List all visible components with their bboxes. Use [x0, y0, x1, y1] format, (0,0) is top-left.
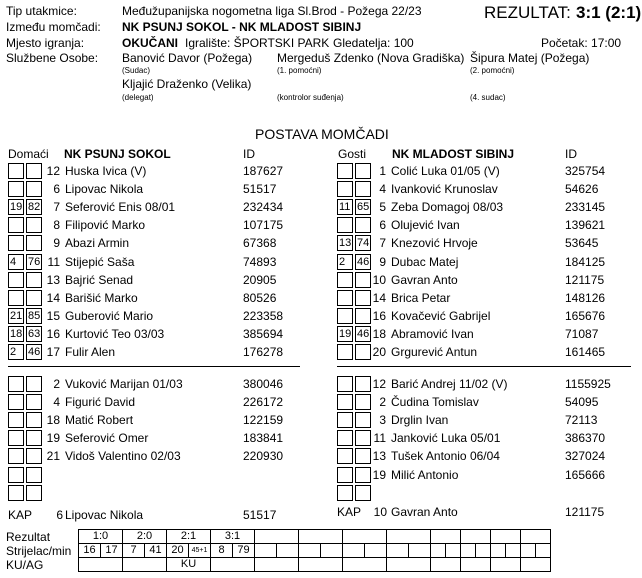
- player-number: 15: [46, 309, 60, 323]
- empty-cell: [461, 544, 476, 558]
- empty-cell: [299, 530, 343, 544]
- empty-cell: [431, 544, 446, 558]
- sub-box-in: [337, 467, 353, 483]
- player-name: Barić Andrej 11/02 (V): [391, 377, 508, 391]
- sluzbene-label: Službene Osobe:: [6, 51, 99, 65]
- sub-box-in: [337, 485, 353, 501]
- sub-box-min: 46: [28, 346, 41, 358]
- empty-cell: [365, 544, 387, 558]
- pocetak-text: Početak: 17:00: [541, 36, 622, 50]
- empty-cell: [491, 530, 521, 544]
- player-number: 13: [46, 273, 60, 287]
- empty-cell: [491, 558, 521, 572]
- sub-box-min: 65: [357, 201, 370, 213]
- stats-kuag-label: KU/AG: [6, 558, 44, 572]
- player-number: 12: [46, 164, 60, 178]
- sudac-name: Banović Davor (Požega): [122, 51, 253, 65]
- empty-cell: [255, 558, 299, 572]
- pomocni1-role: (1. pomoćni): [277, 66, 322, 75]
- player-name: Knezović Hrvoje: [391, 236, 478, 250]
- scorer-number: 8: [211, 544, 233, 558]
- scorer-minute: 17: [101, 544, 123, 558]
- empty-cell: [491, 544, 506, 558]
- player-name: Abazi Armin: [65, 236, 130, 250]
- empty-cell: [343, 544, 365, 558]
- sub-box-in: 19: [10, 201, 23, 213]
- player-name: Filipović Marko: [65, 218, 146, 232]
- empty-cell: [461, 558, 491, 572]
- sub-box-in: [337, 163, 353, 179]
- rezultat-label: REZULTAT:: [484, 3, 571, 22]
- kontrolor-role: (kontrolor suđenja): [277, 93, 344, 102]
- player-name: Huska Ivica (V): [65, 164, 147, 178]
- rezultat-value: 3:1 (2:1): [576, 3, 642, 22]
- player-name: Fulir Alen: [65, 345, 116, 359]
- sub-box-in: [8, 235, 24, 251]
- player-number: 8: [53, 218, 60, 232]
- player-number: 6: [53, 182, 60, 196]
- player-number: 12: [372, 377, 386, 391]
- home-kap-num: 6: [56, 508, 63, 522]
- empty-cell: [461, 530, 491, 544]
- player-name: Lipovac Nikola: [65, 182, 144, 196]
- empty-cell: [431, 558, 461, 572]
- pomocni2-role: (2. pomoćni): [470, 66, 515, 75]
- player-name: Matić Robert: [65, 413, 134, 427]
- stats-score-row: [79, 530, 551, 544]
- player-id: 51517: [243, 182, 277, 196]
- score-cell: 3:1: [211, 530, 255, 544]
- sub-box-in: [8, 217, 24, 233]
- delegat-name: Kljajić Draženko (Velika): [122, 77, 252, 91]
- player-id: 54095: [565, 395, 599, 409]
- player-id: 107175: [243, 218, 284, 232]
- player-id: 1155925: [565, 377, 611, 391]
- player-number: 6: [379, 218, 386, 232]
- player-id: 53645: [565, 236, 599, 250]
- sub-box-in: [337, 430, 353, 446]
- sub-box-min: [26, 485, 42, 501]
- player-id: 233145: [565, 200, 606, 214]
- empty-cell: [277, 544, 299, 558]
- empty-cell: [521, 558, 551, 572]
- player-name: Čudina Tomislav: [391, 395, 479, 409]
- away-label: Gosti: [338, 147, 367, 161]
- sub-box-min: 63: [28, 328, 41, 340]
- delegat-role: (delegat): [122, 93, 154, 102]
- empty-cell: [506, 544, 521, 558]
- mjesto-label: Mjesto igranja:: [6, 36, 85, 50]
- player-id: 380046: [243, 377, 284, 391]
- player-number: 21: [46, 449, 60, 463]
- sudac4-role: (4. sudac): [470, 93, 506, 102]
- player-id: 226172: [243, 395, 284, 409]
- player-number: 5: [379, 200, 386, 214]
- player-number: 11: [373, 431, 386, 445]
- home-kap-label: KAP: [8, 508, 33, 522]
- player-number: 17: [46, 345, 60, 359]
- sub-box-in: [337, 448, 353, 464]
- sub-box-in: [8, 467, 24, 483]
- player-name: Ivanković Krunoslav: [391, 182, 498, 196]
- lineup-title: POSTAVA MOMČADI: [255, 126, 389, 142]
- player-name: Vuković Marijan 01/03: [65, 377, 183, 391]
- player-number: 16: [46, 327, 60, 341]
- kuag-cell: [211, 558, 255, 572]
- pomocni1-name: Mergeduš Zdenko (Nova Gradiška): [277, 51, 465, 65]
- player-id: 184125: [565, 255, 606, 269]
- player-id: 161465: [565, 345, 606, 359]
- sub-box-in: 4: [8, 254, 24, 270]
- sub-box-in: [337, 272, 353, 288]
- empty-cell: [387, 544, 409, 558]
- away-kap-label: KAP: [337, 505, 362, 519]
- player-number: 19: [372, 468, 386, 482]
- empty-cell: [409, 544, 431, 558]
- player-name: Seferović Omer: [65, 431, 149, 445]
- player-name: Dubac Matej: [391, 255, 459, 269]
- away-kap-id: 121175: [565, 505, 605, 519]
- player-name: Barišić Marko: [65, 291, 138, 305]
- player-id: 67368: [243, 236, 277, 250]
- player-name: Vidoš Valentino 02/03: [65, 449, 181, 463]
- empty-cell: [431, 530, 461, 544]
- stats-table: [78, 529, 551, 572]
- player-id: 165676: [565, 309, 606, 323]
- mjesto-value: OKUČANI: [122, 36, 178, 50]
- sudac-role: (Sudac): [122, 66, 151, 75]
- sub-box-in: 11: [337, 199, 353, 215]
- sub-box-in: [8, 290, 24, 306]
- empty-cell: [536, 544, 551, 558]
- player-number: 4: [53, 395, 60, 409]
- player-name: Figurić David: [65, 395, 136, 409]
- player-id: 71087: [565, 327, 599, 341]
- sub-box-in: [8, 394, 24, 410]
- away-team-heading: NK MLADOST SIBINJ: [392, 147, 515, 161]
- sub-box-in: [337, 217, 353, 233]
- sub-box-in: 2: [8, 344, 24, 360]
- pomocni2-name: Šipura Matej (Požega): [470, 51, 590, 65]
- player-id: 20905: [243, 273, 277, 287]
- stats-scorer-row: [79, 544, 551, 558]
- sub-box-min: 82: [28, 201, 41, 213]
- away-kap-num: 10: [373, 505, 387, 519]
- player-id: 220930: [243, 449, 284, 463]
- player-id: 54626: [565, 182, 599, 196]
- player-name: Brica Petar: [391, 291, 451, 305]
- empty-cell: [343, 558, 387, 572]
- player-name: Kovačević Gabrijel: [391, 309, 491, 323]
- home-divider: [8, 366, 300, 367]
- player-number: 9: [53, 236, 60, 250]
- player-number: 18: [372, 327, 386, 341]
- tip-label: Tip utakmice:: [6, 4, 77, 18]
- player-id: 325754: [565, 164, 606, 178]
- sub-box-in: 19: [339, 328, 352, 340]
- player-number: 2: [53, 377, 60, 391]
- player-name: Colić Luka 01/05 (V): [391, 164, 500, 178]
- sub-box-min: 76: [28, 256, 41, 268]
- scorer-minute: 79: [233, 544, 255, 558]
- player-id: 121175: [565, 273, 605, 287]
- kuag-cell: KU: [167, 558, 211, 572]
- player-id: 223358: [243, 309, 284, 323]
- player-id: 385694: [243, 327, 284, 341]
- player-number: 13: [372, 449, 386, 463]
- empty-cell: [521, 544, 536, 558]
- player-number: 7: [379, 236, 386, 250]
- empty-cell: [387, 558, 431, 572]
- player-id: 122159: [243, 413, 284, 427]
- sub-box-in: 13: [339, 237, 352, 249]
- player-number: 20: [372, 345, 386, 359]
- player-id: 80526: [243, 291, 277, 305]
- tip-value: Međužupanijska nogometna liga Sl.Brod - Požega 22/23: [122, 4, 422, 18]
- sub-box-in: [337, 181, 353, 197]
- player-name: Bajrić Senad: [65, 273, 134, 287]
- player-name: Tušek Antonio 06/04: [391, 449, 500, 463]
- empty-cell: [255, 544, 277, 558]
- player-number: 2: [379, 395, 386, 409]
- sub-box-in: [337, 344, 353, 360]
- player-name: Seferović Enis 08/01: [65, 200, 176, 214]
- sub-box-in: [8, 272, 24, 288]
- sub-box-in: [337, 290, 353, 306]
- sub-box-in: [337, 394, 353, 410]
- player-id: 139621: [565, 218, 606, 232]
- gledatelja-text: Gledatelja: 100: [333, 36, 414, 50]
- empty-cell: [387, 530, 431, 544]
- home-team-heading: NK PSUNJ SOKOL: [64, 147, 171, 161]
- sub-box-in: [8, 181, 24, 197]
- empty-cell: [255, 530, 299, 544]
- player-name: Olujević Ivan: [391, 218, 460, 232]
- scorer-number: 20: [167, 544, 189, 558]
- sub-box-in: [8, 430, 24, 446]
- home-kap-id: 51517: [243, 508, 277, 522]
- kuag-cell: [79, 558, 123, 572]
- player-id: 165666: [565, 468, 606, 482]
- scorer-minute: 41: [145, 544, 167, 558]
- player-name: Milić Antonio: [391, 468, 459, 482]
- sub-box-min: 46: [357, 328, 370, 340]
- sub-box-min: 74: [357, 237, 370, 249]
- home-label: Domaći: [8, 147, 49, 161]
- sub-box-min: 46: [357, 256, 370, 268]
- sub-box-min: [26, 467, 42, 483]
- scorer-number: 7: [123, 544, 145, 558]
- away-id-heading: ID: [565, 147, 577, 161]
- scorer-minute: 45+1: [189, 544, 211, 558]
- sub-box-in: [337, 412, 353, 428]
- stats-kuag-row: [79, 558, 551, 572]
- sub-box-in: [8, 448, 24, 464]
- away-kap-name: Gavran Anto: [391, 505, 458, 519]
- player-number: 10: [372, 273, 386, 287]
- sub-box-in: 2: [337, 254, 353, 270]
- player-id: 187627: [243, 164, 284, 178]
- score-cell: 1:0: [79, 530, 123, 544]
- player-number: 4: [379, 182, 386, 196]
- sub-box-in: [337, 308, 353, 324]
- score-cell: 2:1: [167, 530, 211, 544]
- player-name: Abramović Ivan: [391, 327, 474, 341]
- sub-box-min: 85: [28, 310, 41, 322]
- player-number: 14: [372, 291, 386, 305]
- player-number: 3: [379, 413, 386, 427]
- empty-cell: [476, 544, 491, 558]
- home-kap-name: Lipovac Nikola: [65, 508, 144, 522]
- stats-rezultat-label: Rezultat: [6, 530, 51, 544]
- sub-box-in: [337, 376, 353, 392]
- player-name: Grgurević Antun: [391, 345, 478, 359]
- player-id: 327024: [565, 449, 606, 463]
- sub-box-in: [8, 163, 24, 179]
- away-divider: [337, 366, 631, 367]
- stats-strijelac-label: Strijelac/min: [6, 544, 72, 558]
- player-id: 183841: [243, 431, 284, 445]
- player-name: Kurtović Teo 03/03: [65, 327, 165, 341]
- player-id: 72113: [565, 413, 598, 427]
- scorer-number: 16: [79, 544, 101, 558]
- player-id: 386370: [565, 431, 606, 445]
- player-name: Gavran Anto: [391, 273, 458, 287]
- player-number: 18: [46, 413, 60, 427]
- player-name: Guberović Mario: [65, 309, 154, 323]
- player-name: Janković Luka 05/01: [391, 431, 501, 445]
- sub-box-in: 21: [10, 310, 23, 322]
- sub-box-in: [8, 376, 24, 392]
- sub-box-in: [8, 412, 24, 428]
- empty-cell: [343, 530, 387, 544]
- player-number: 9: [379, 255, 386, 269]
- player-id: 148126: [565, 291, 606, 305]
- empty-cell: [299, 558, 343, 572]
- kuag-cell: [123, 558, 167, 572]
- player-name: Zeba Domagoj 08/03: [391, 200, 504, 214]
- player-id: 176278: [243, 345, 284, 359]
- player-id: 74893: [243, 255, 277, 269]
- sub-box-in: 18: [10, 328, 23, 340]
- izmedju-label: Između momčadi:: [6, 20, 101, 34]
- player-number: 1: [379, 164, 386, 178]
- player-number: 14: [46, 291, 60, 305]
- sub-box-min: [355, 485, 371, 501]
- match-teams: NK PSUNJ SOKOL - NK MLADOST SIBINJ: [122, 20, 362, 34]
- player-number: 19: [46, 431, 60, 445]
- igraliste-text: Igralište: ŠPORTSKI PARK: [185, 36, 330, 50]
- home-id-heading: ID: [243, 147, 255, 161]
- player-name: Drglin Ivan: [391, 413, 449, 427]
- player-number: 16: [372, 309, 386, 323]
- player-name: Stijepić Saša: [65, 255, 135, 269]
- empty-cell: [299, 544, 321, 558]
- player-number: 7: [53, 200, 60, 214]
- sub-box-in: [8, 485, 24, 501]
- empty-cell: [321, 544, 343, 558]
- empty-cell: [446, 544, 461, 558]
- player-id: 232434: [243, 200, 284, 214]
- player-number: 11: [47, 255, 60, 269]
- score-cell: 2:0: [123, 530, 167, 544]
- empty-cell: [521, 530, 551, 544]
